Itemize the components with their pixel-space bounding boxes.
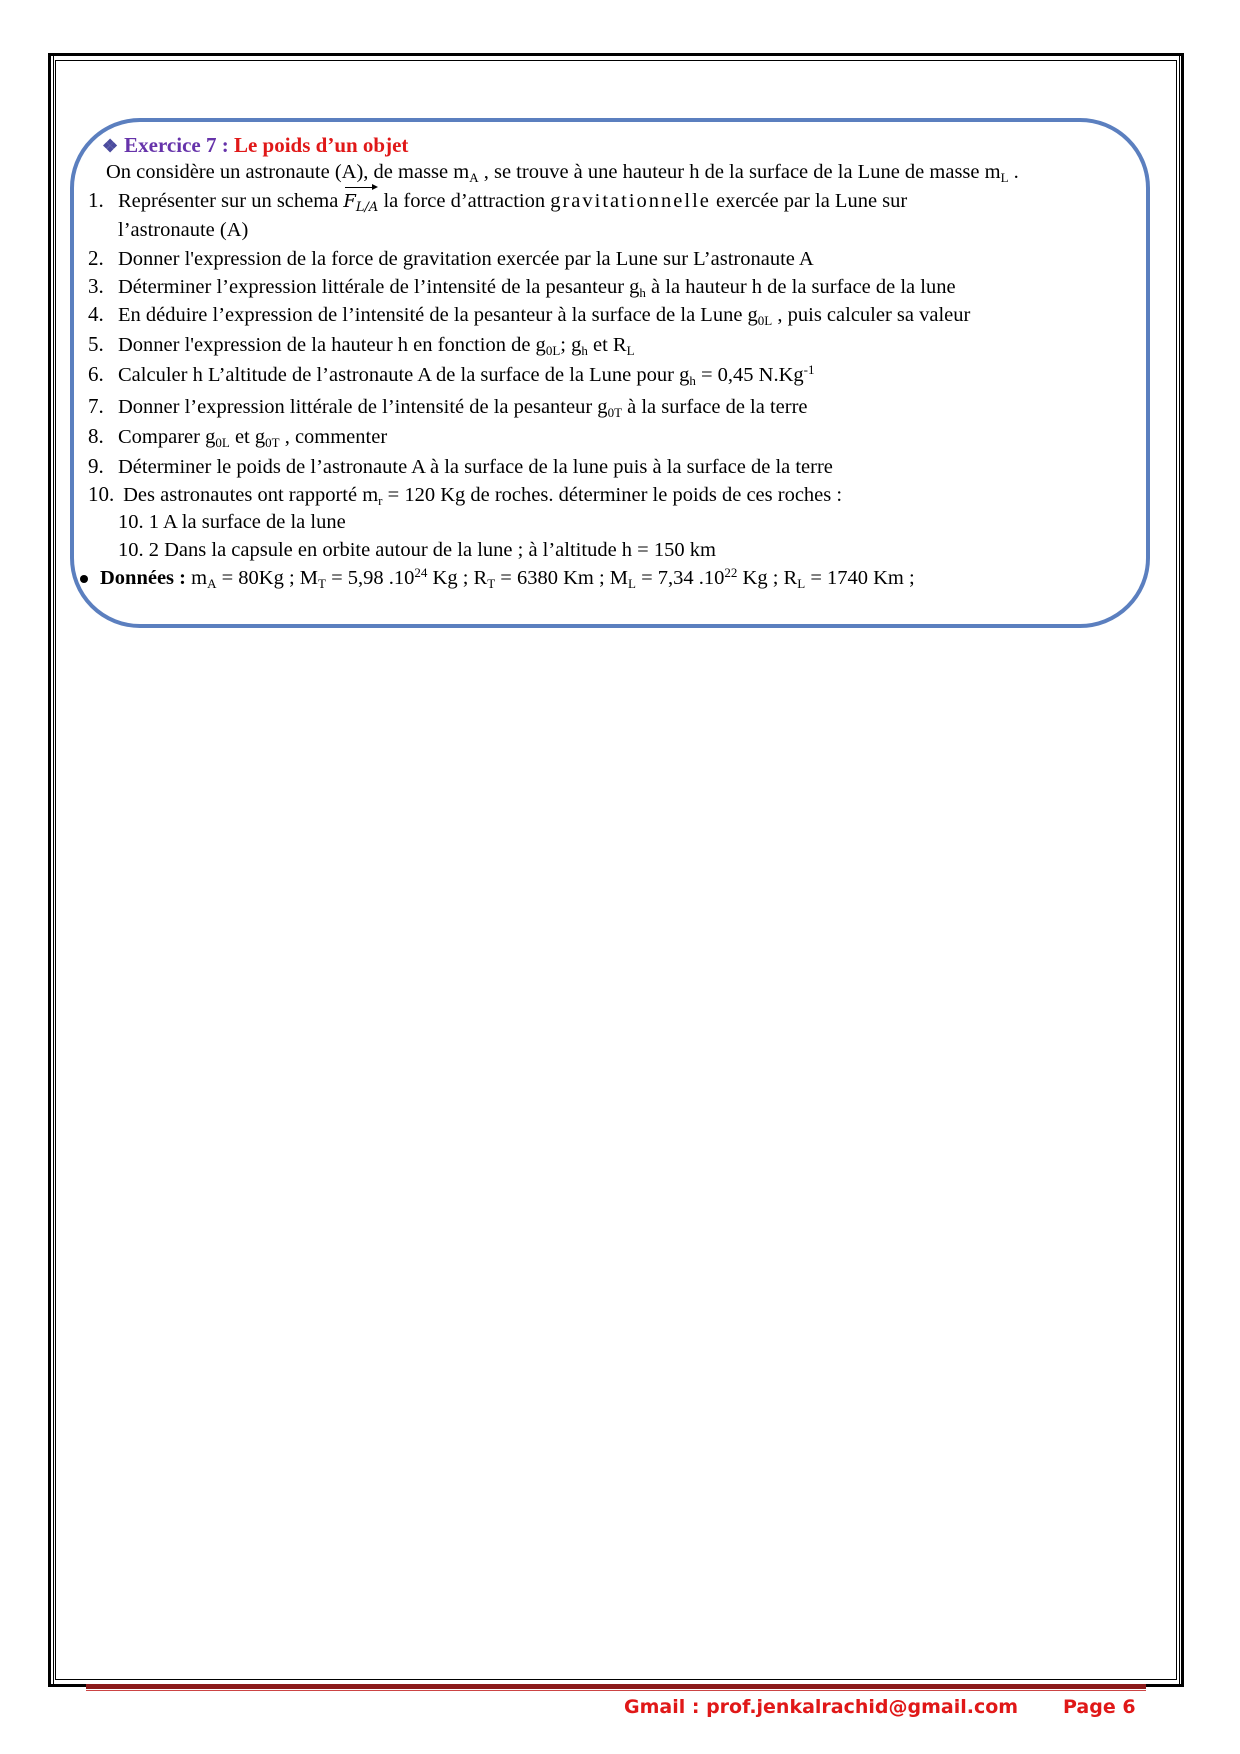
- question-9: 9. Déterminer le poids de l’astronaute A à la surface de la lune puis à la surface de la terre: [88, 454, 833, 478]
- exercise-title: [102, 133, 408, 158]
- data-line: Données : $m_A = 80Kg$ ; $M_T = 5,98$ $.10^{24}$ Kg ; $R_T = 6380$ Km ; $M_L = 7,34$ $.10^{22}$ Kg ; $R_L = 1740$ Km ;: [80, 566, 915, 590]
- bullet-icon: [80, 575, 88, 583]
- question-2: 2. Donner l'expression de la force de gravitation exercée par la Lune sur L’astronaute A: [88, 246, 814, 270]
- exercise-name: Le poids d’un objet: [233, 133, 409, 157]
- question-10-1: 10. 1 A la surface de la lune: [118, 511, 346, 533]
- question-10: 10. Des astronautes ont rapporté $m_r = 120$ Kg de roches. déterminer le poids de ces roches :: [88, 482, 843, 508]
- data-label: Données :: [100, 567, 186, 589]
- footer-page-number: Page 6: [1063, 1696, 1136, 1718]
- question-7: 7. Donner l’expression littérale de l’intensité de la pesanteur $g_{0T}$ à la surface de la terre: [88, 394, 808, 420]
- diamond-bullet-icon: ❖: [102, 136, 119, 156]
- footer-rule: [86, 1684, 1146, 1689]
- footer-rule-thin: [86, 1690, 1146, 1691]
- question-3: 3. Déterminer l’expression littérale de l’intensité de la pesanteur $g_h$ à la hauteur h de la surface de la lune: [88, 274, 956, 300]
- footer-gmail: Gmail : prof.jenkalrachid@gmail.com: [624, 1696, 1019, 1718]
- question-6: 6. Calculer h L’altitude de l’astronaute A de la surface de la Lune pour $g_h = 0,45$ $N.Kg^{-1}$: [88, 362, 815, 388]
- question-1: 1. Représenter sur un schema $F_{L/A}$ la force d’attraction gravitationnelle exercée par la Lune sur: [88, 188, 908, 215]
- question-1-continued: l’astronaute (A): [118, 219, 249, 241]
- question-10-2: 10. 2 Dans la capsule en orbite autour de la lune ; à l’altitude h = 150 km: [118, 539, 716, 561]
- page-border-left: [53, 55, 54, 1685]
- question-8: 8. Comparer $g_{0L}$ et $g_{0T}$ , commenter: [88, 424, 388, 450]
- exercise-intro: On considère un astronaute (A), de masse $m_A$ , se trouve à une hauteur h de la surface de la Lune de masse $m_L$ .: [106, 161, 1019, 185]
- question-5: 5. Donner l'expression de la hauteur h en fonction de $g_{0L}$; $g_h$ et $R_L$: [88, 332, 635, 358]
- question-4: 4. En déduire l’expression de l’intensité de la pesanteur à la surface de la Lune $g_{0L}$ , puis calculer sa valeur: [88, 302, 971, 328]
- exercise-label: Exercice 7 :: [124, 133, 229, 157]
- force-vector-symbol: $F_{L/A}$: [343, 191, 379, 215]
- page-border-right: [1179, 55, 1180, 1685]
